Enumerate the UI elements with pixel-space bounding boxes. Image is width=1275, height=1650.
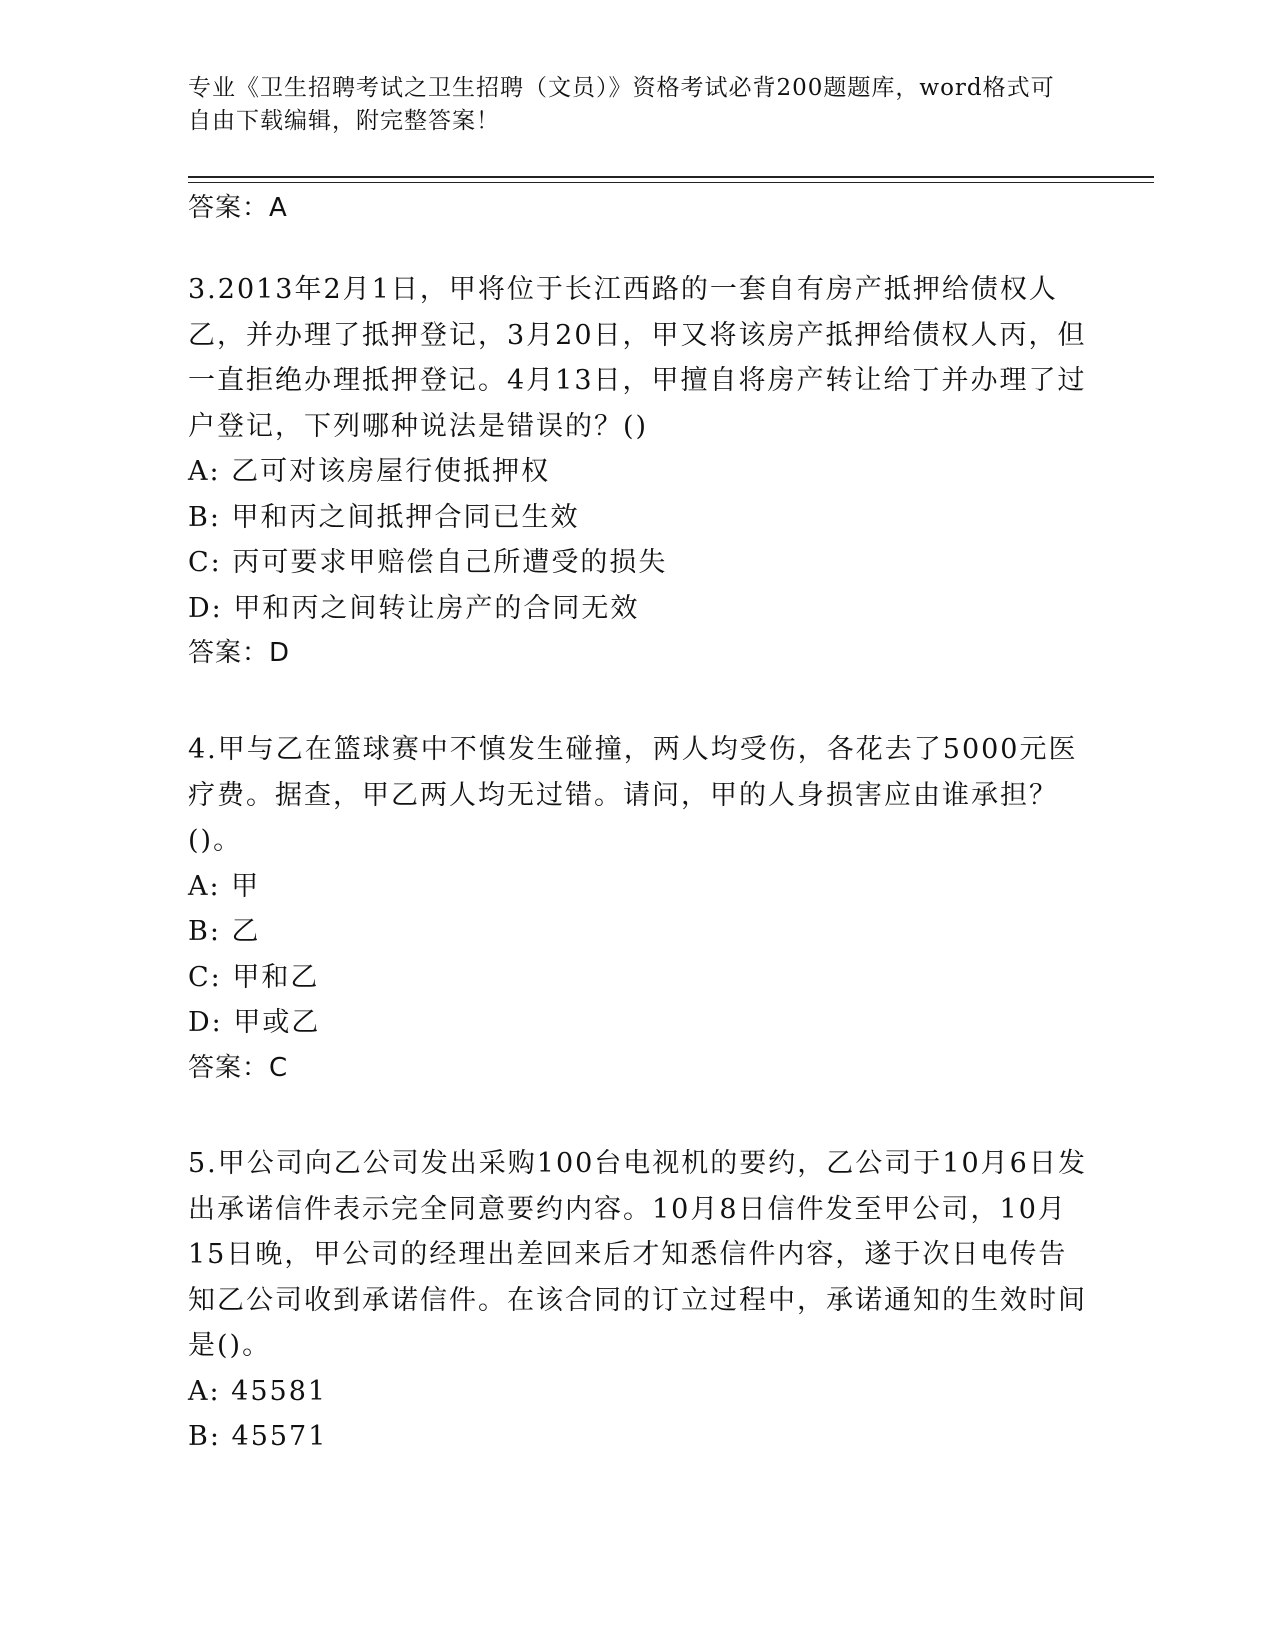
option-d: D: 甲和丙之间转让房产的合同无效 (188, 592, 640, 624)
header-divider-thin (188, 182, 1154, 183)
question-stem: 3.2013年2月1日，甲将位于长江西路的一套自有房产抵押给债权人乙，并办理了抵押登记，3月20日，甲又将该房产抵押给债权人丙，但一直拒绝办理抵押登记。4月13日，甲擅自将房产转让给丁并办理了过户登记，下列哪种说法是错误的？() (188, 274, 1087, 442)
question-stem: 4.甲与乙在篮球赛中不慎发生碰撞，两人均受伤，各花去了5000元医疗费。据查，甲乙两人均无过错。请问，甲的人身损害应由谁承担？()。 (188, 734, 1078, 856)
question-5 (188, 1141, 1088, 1460)
answer-label: 答案：A (188, 193, 288, 223)
header-divider-thick (188, 176, 1154, 178)
answer-label: 答案：C (188, 1052, 289, 1083)
option-b: B: 甲和丙之间抵押合同已生效 (188, 501, 580, 533)
option-a: A: 乙可对该房屋行使抵押权 (188, 456, 551, 487)
option-a: A: 甲 (188, 870, 261, 902)
option-b: B: 45571 (188, 1421, 328, 1452)
option-a: A: 45581 (188, 1375, 328, 1407)
previous-answer-block (188, 186, 1088, 230)
option-b: B: 乙 (188, 916, 261, 947)
option-c: C: 丙可要求甲赔偿自己所遭受的损失 (188, 547, 668, 578)
document-header: 专业《卫生招聘考试之卫生招聘（文员）》资格考试必背200题题库，word格式可自由下载编辑，附完整答案！ (188, 75, 1055, 134)
question-4 (188, 727, 1088, 1090)
question-stem: 5.甲公司向乙公司发出采购100台电视机的要约，乙公司于10月6日发出承诺信件表示完全同意要约内容。10月8日信件发至甲公司，10月15日晚，甲公司的经理出差回来后才知悉信件内容，遂于次日电传告知乙公司收到承诺信件。在该合同的订立过程中，承诺通知的生效时间是()。 (188, 1148, 1087, 1361)
option-d: D: 甲或乙 (188, 1007, 321, 1038)
answer-label: 答案：D (188, 638, 291, 668)
question-3 (188, 267, 1088, 675)
option-c: C: 甲和乙 (188, 961, 320, 993)
